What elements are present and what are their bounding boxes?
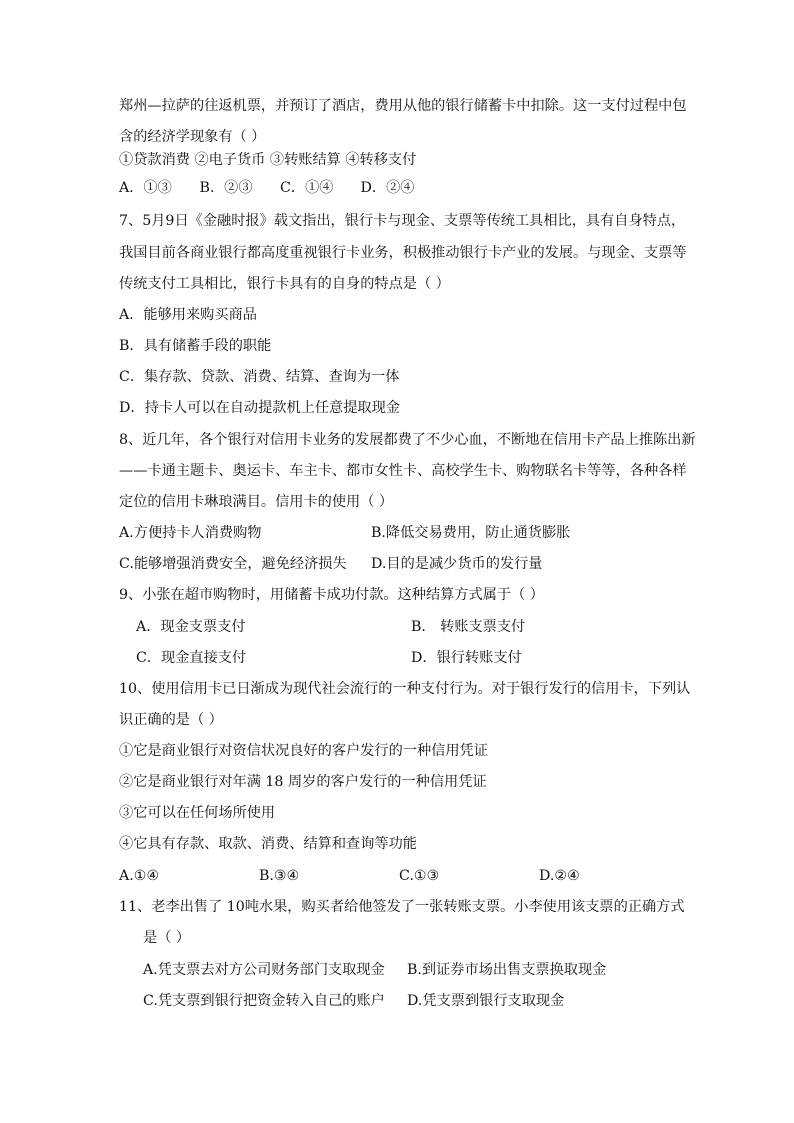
q6-stem-line1: 郑州—拉萨的往返机票，并预订了酒店，费用从他的银行储蓄卡中扣除。这一支付过程中包 (119, 98, 687, 114)
q11-option-c: C.凭支票到银行把资金转入自己的账户 (143, 993, 385, 1009)
q10-stem-line2: 识正确的是（ ） (119, 712, 223, 728)
q7-option-a: A．能够用来购买商品 (119, 307, 257, 323)
q11-stem-line2: 是（ ） (143, 930, 191, 946)
q7-option-c: C．集存款、贷款、消费、结算、查询为一体 (119, 369, 400, 385)
q11-option-a: A.凭支票去对方公司财务部门支取现金 (143, 962, 385, 978)
q10-item-1: ①它是商业银行对资信状况良好的客户发行的一种信用凭证 (119, 743, 488, 759)
q6-option-b: B．②③ (199, 180, 253, 196)
q11-stem-line1: 11、老李出售了 10吨水果，购买者给他签发了一张转账支票。小李使用该支票的正确方式 (119, 899, 685, 915)
q11-option-d: D.凭支票到银行支取现金 (407, 993, 565, 1009)
q10-item-4: ④它具有存款、取款、消费、结算和查询等功能 (119, 836, 417, 852)
q8-option-b: B.降低交易费用，防止通货膨胀 (371, 525, 571, 541)
q7-option-b: B．具有储蓄手段的职能 (119, 338, 272, 354)
q9-option-a: A．现金支票支付 (136, 619, 246, 635)
q9-option-c: C．现金直接支付 (136, 650, 247, 666)
q7-stem-line3: 传统支付工具相比，银行卡具有的自身的特点是（ ） (119, 276, 450, 292)
q11-option-b: B.到证券市场出售支票换取现金 (407, 962, 607, 978)
q7-stem-line1: 7、5月9日《金融时报》载文指出，银行卡与现金、支票等传统工具相比，具有自身特点， (119, 213, 686, 229)
q6-option-c: C．①④ (280, 180, 334, 196)
q7-stem-line2: 我国目前各商业银行都高度重视银行卡业务，积极推动银行卡产业的发展。与现金、支票等 (119, 245, 687, 261)
q8-option-c: C.能够增强消费安全，避免经济损失 (119, 556, 347, 572)
q9-option-b: B． 转账支票支付 (411, 619, 526, 635)
q6-items: ①贷款消费 ②电子货币 ③转账结算 ④转移支付 (119, 152, 417, 168)
q10-item-3: ③它可以在任何场所使用 (119, 805, 276, 821)
q8-option-d: D.目的是减少货币的发行量 (371, 556, 543, 572)
q10-item-2: ②它是商业银行对年满 18 周岁的客户发行的一种信用凭证 (119, 774, 487, 790)
q6-option-a: A．①③ (119, 180, 172, 196)
q9-stem: 9、小张在超市购物时，用储蓄卡成功付款。这种结算方式属于（ ） (119, 587, 544, 603)
q10-option-c: C.①③ (399, 868, 440, 884)
q8-option-a: A.方便持卡人消费购物 (119, 525, 262, 541)
q8-stem-line1: 8、近几年，各个银行对信用卡业务的发展都费了不少心血，不断地在信用卡产品上推陈出新 (119, 432, 696, 448)
q9-option-d: D．银行转账支付 (411, 650, 522, 666)
q10-option-b: B.③④ (259, 868, 300, 884)
q10-option-a: A.①④ (119, 868, 160, 884)
q8-stem-line2: ——卡通主题卡、奥运卡、车主卡、都市女性卡、高校学生卡、购物联名卡等等，各种各样 (119, 463, 687, 479)
q7-option-d: D．持卡人可以在自动提款机上任意提取现金 (119, 400, 400, 416)
q6-option-d: D．②④ (360, 180, 415, 196)
q8-stem-line3: 定位的信用卡琳琅满目。信用卡的使用（ ） (119, 494, 394, 510)
q10-stem-line1: 10、使用信用卡已日渐成为现代社会流行的一种支付行为。对于银行发行的信用卡，下列认 (119, 681, 691, 697)
q10-option-d: D.②④ (539, 868, 580, 884)
q6-stem-line2: 含的经济学现象有（ ） (119, 129, 266, 145)
q6-options (119, 178, 415, 198)
